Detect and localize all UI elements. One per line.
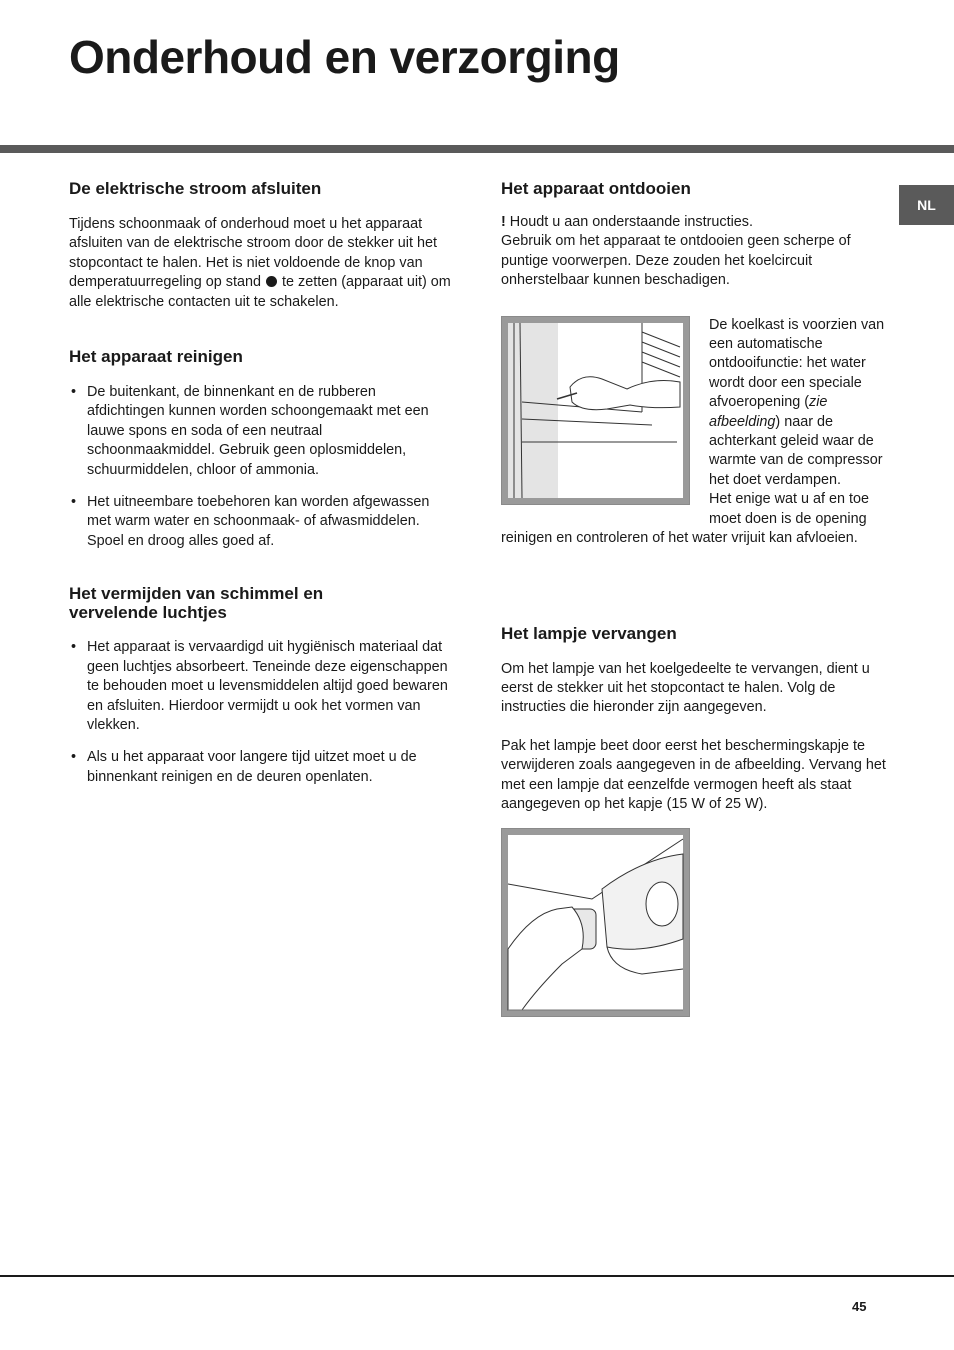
defrost-intro <box>501 213 886 232</box>
defrost-text-c: Het enige wat u af en toe moet doen is de opening reinigen en controleren of het water vrijuit kan afvloeien. <box>501 491 870 547</box>
page-title: Onderhoud en verzorging <box>69 31 620 83</box>
defrost-warning: Gebruik om het apparaat te ontdooien geen scherpe of puntige voorwerpen. Deze zouden het koelcircuit onherstelbaar kunnen beschadigen. <box>501 233 851 289</box>
section-heading: Het apparaat ontdooien <box>501 179 691 198</box>
section-lamp <box>501 624 886 1018</box>
lamp-text-1: Om het lampje van het koelgedeelte te vervangen, dient u eerst de stekker uit het stopcontact te halen. Volg de instructies die hieronder zijn aangegeven. <box>501 660 870 716</box>
list-item-text: Het apparaat is vervaardigd uit hygiënisch materiaal dat geen luchtjes absorbeert. Teneinde deze eigenschappen te behouden moet u levensmiddelen altijd goed bewaren en afsluiten. Hierdoor vermijdt u ook het vormen van vlekken. <box>87 639 448 733</box>
power-off-text-a: Tijdens schoonmaak of onderhoud moet u het apparaat afsluiten van de elektrische stroom door de stekker uit het stopcontact te halen. Het is niet voldoende de knop van demperatuurregeling op stand <box>69 216 437 291</box>
left-column <box>69 179 454 800</box>
page-number: 45 <box>852 1299 867 1314</box>
section-defrost <box>501 179 886 549</box>
defrost-figure-block <box>501 316 886 549</box>
section-heading: De elektrische stroom afsluiten <box>69 179 322 198</box>
bullet-icon: • <box>71 494 77 511</box>
power-off-text <box>69 215 454 312</box>
bullet-icon: • <box>71 384 77 401</box>
defrost-text-em: zie afbeelding <box>709 394 828 430</box>
bottom-rule <box>0 1275 954 1277</box>
top-rule <box>0 145 954 153</box>
language-tab: NL <box>899 185 954 225</box>
defrost-intro-text: Houdt u aan onderstaande instructies. <box>509 214 753 230</box>
cleaning-list <box>69 383 454 551</box>
list-item-text: De buitenkant, de binnenkant en de rubberen afdichtingen kunnen worden schoongemaakt met een lauwe spons en soda of een neutraal schoonmaakmiddel. Gebruik geen oplosmiddelen, schuurmiddelen, chloor of ammonia. <box>87 384 429 478</box>
section-heading: Het lampje vervangen <box>501 623 677 643</box>
defrost-figure-image <box>501 316 690 505</box>
lamp-replacement-illustration <box>502 829 689 1016</box>
section-heading: Het vermijden van schimmel en vervelende luchtjes <box>69 584 324 623</box>
section-power-off <box>69 179 454 312</box>
list-item <box>69 748 454 787</box>
bullet-icon: • <box>71 639 77 656</box>
section-mould <box>69 584 454 787</box>
section-heading: Het apparaat reinigen <box>69 347 243 367</box>
list-item <box>69 638 454 735</box>
lamp-figure-image <box>501 828 690 1017</box>
list-item-text: Als u het apparaat voor langere tijd uitzet moet u de binnenkant reinigen en de deuren openlaten. <box>87 749 417 785</box>
stand-dot-icon <box>266 276 277 287</box>
power-off-text-b: te zetten (apparaat uit) om alle elektrische contacten uit te schakelen. <box>69 274 451 310</box>
warning-mark: ! <box>501 214 506 230</box>
defrost-text-a: De koelkast is voorzien van een automatische ontdooifunctie: het water wordt door een speciale afvoeropening ( <box>709 316 885 411</box>
mould-list <box>69 638 454 787</box>
bullet-icon: • <box>71 749 77 766</box>
fridge-drain-illustration <box>502 317 689 504</box>
list-item <box>69 383 454 480</box>
lamp-text-2: Pak het lampje beet door eerst het beschermingskapje te verwijderen zoals aangegeven in de afbeelding. Vervang het met een lampje dat eenzelfde vermogen heeft als staat aangegeven op het kapje (15 W of 25 W). <box>501 737 886 812</box>
section-cleaning <box>69 347 454 551</box>
defrost-text-b: ) naar de achterkant geleid waar de warmte van de compressor het doet verdampen. <box>709 413 883 488</box>
right-column <box>501 179 886 1023</box>
list-item-text: Het uitneembare toebehoren kan worden afgewassen met warm water en schoonmaak- of afwasmiddelen. Spoel en droog alles goed af. <box>87 494 430 549</box>
list-item <box>69 493 454 551</box>
